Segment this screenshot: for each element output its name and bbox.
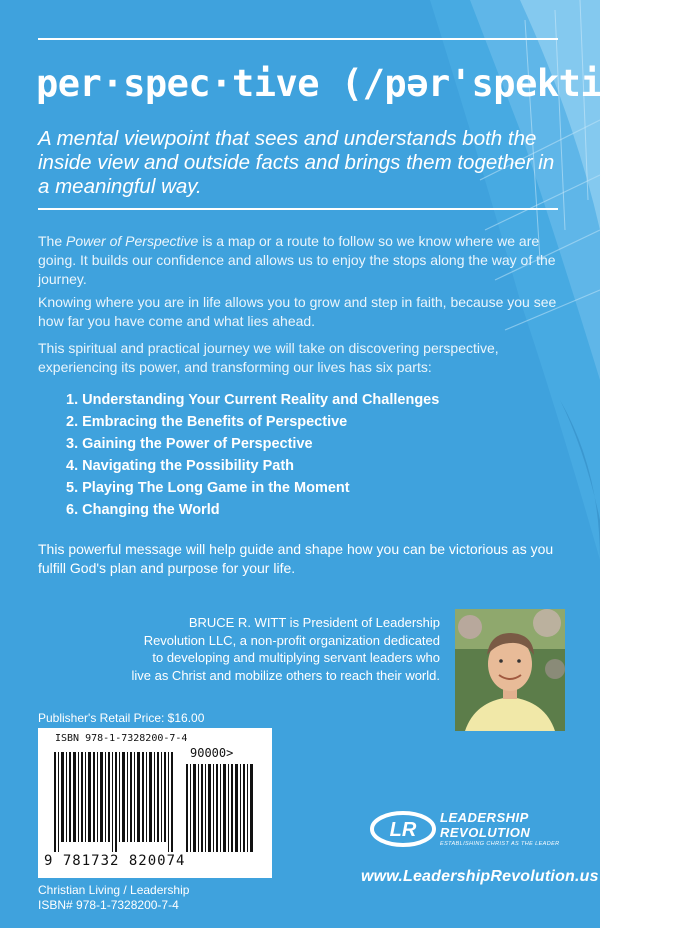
closing-paragraph: This powerful message will help guide and shape how you can be victorious as you fulfill God's plan and purpose for your life. [38,541,554,576]
list-item: 5. Playing The Long Game in the Moment [66,480,350,496]
list-item: 4. Navigating the Possibility Path [66,458,295,474]
author-photo [455,609,565,731]
retail-price: Publisher's Retail Price: $16.00 [38,711,205,725]
author-bio: BRUCE R. WITT is President of Leadership Revolution LLC, a non-profit organization dedicated to developing and multiplying servant leaders who live as Christ and mobilize others to reach their world. [131,615,440,683]
intro-paragraph [38,232,568,289]
middle-divider [38,208,558,210]
definition: A mental viewpoint that sees and understands both the inside view and outside facts and brings them together in a meaningful way. [38,127,555,198]
logo-line-1: LEADERSHIP [440,810,529,825]
category-label: Christian Living / Leadership [38,883,190,897]
paragraph-2: Knowing where you are in life allows you to grow and step in faith, because you see how far you have come and what lies ahead. [38,294,557,329]
intro-book-title: Power of Perspective [66,233,199,249]
top-divider [38,38,558,40]
list-item: 2. Embracing the Benefits of Perspective [66,414,348,430]
isbn-label: ISBN# 978-1-7328200-7-4 [38,898,179,912]
barcode [38,728,272,878]
list-item: 6. Changing the World [66,502,220,518]
paragraph-3: This spiritual and practical journey we will take on discovering perspective, experiencing its power, and transforming our lives has six parts: [38,340,499,375]
logo-line-2: REVOLUTION [440,825,531,840]
list-item: 3. Gaining the Power of Perspective [66,436,313,452]
headword: per·spec·tive (/pər'spektiv/): [36,62,689,105]
intro-rest: is a map or a route to follow so we know where we are going. It builds our confidence and allows us to enjoy the stops along the way of the journey. [38,233,556,287]
barcode-digits: 9 781732 820074 [44,853,186,869]
barcode-addon: 90000> [190,746,234,760]
list-item: 1. Understanding Your Current Reality and Challenges [66,392,440,408]
logo-tagline: ESTABLISHING CHRIST AS THE LEADER [440,841,560,847]
barcode-isbn: ISBN 978-1-7328200-7-4 [55,733,188,744]
leadership-revolution-logo [370,805,570,853]
website-link[interactable]: www.LeadershipRevolution.us [361,868,599,885]
category-info [38,883,189,913]
intro-prefix: The [38,233,67,249]
logo-mark-icon [370,809,436,849]
logo-mark: LR [389,819,417,841]
parts-list [66,389,439,521]
